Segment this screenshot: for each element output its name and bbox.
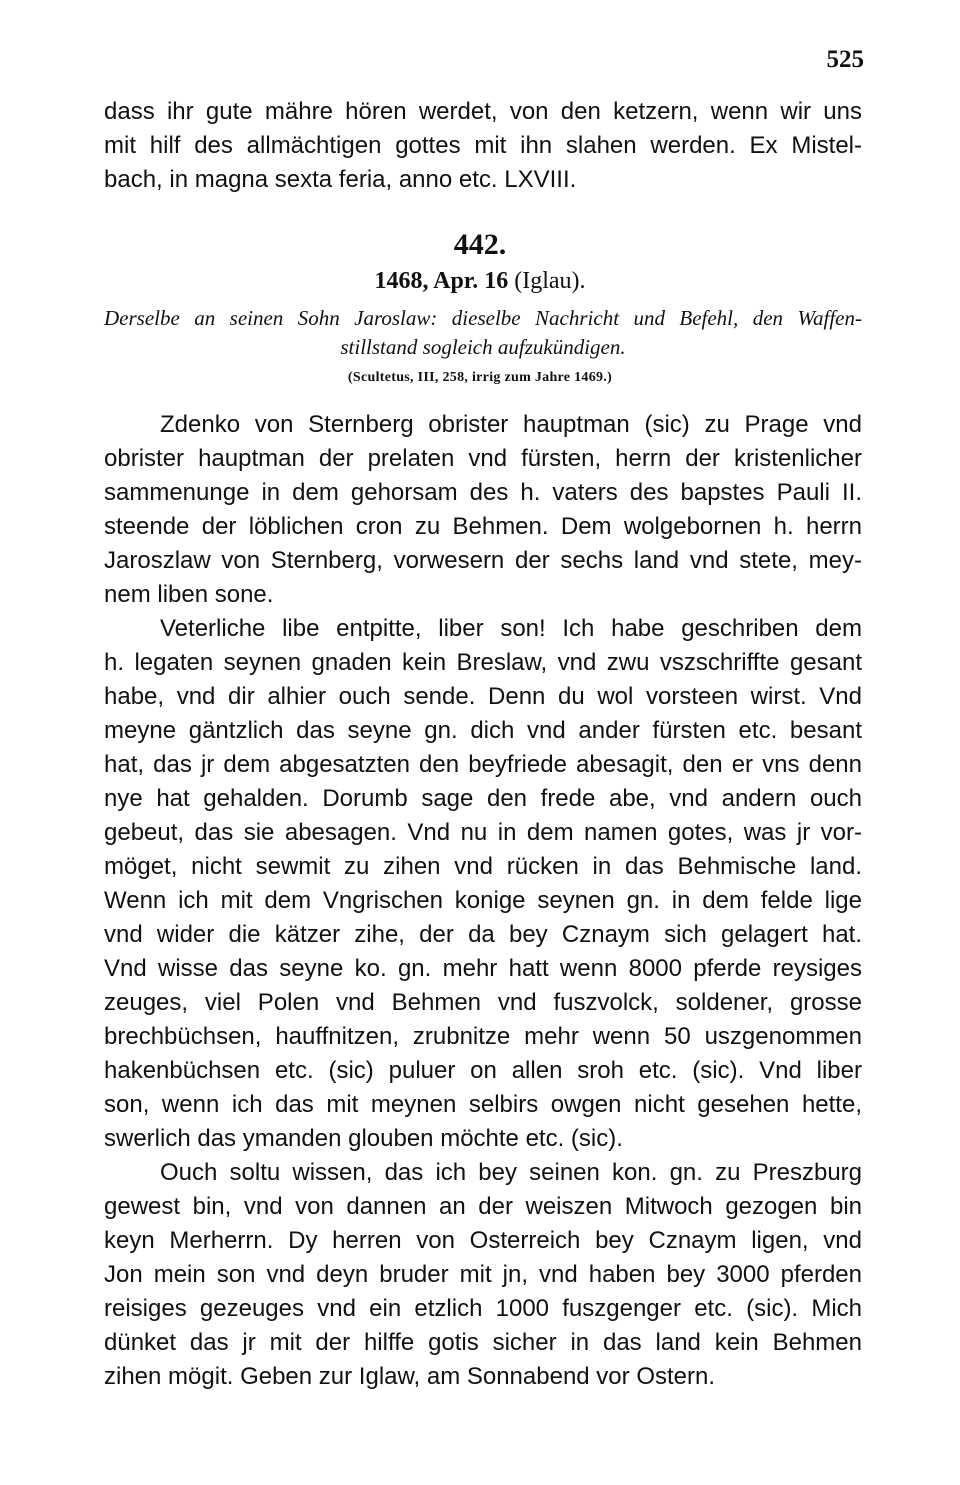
document-summary <box>104 304 862 362</box>
document-place: (Iglau). <box>514 268 586 294</box>
intro-paragraph <box>104 95 862 197</box>
text-line: h. legaten seynen gnaden kein Breslaw, vnd zwu vszschriffte gesant <box>104 649 862 676</box>
text-line: Wenn ich mit dem Vngrischen konige seynen gn. in dem felde lige <box>104 887 862 914</box>
document-date-value: 1468, Apr. 16 <box>374 268 509 294</box>
text-line: son, wenn ich das mit meynen selbirs owgen nicht gesehen hette, <box>104 1091 862 1118</box>
letter-body <box>104 408 862 1394</box>
text-line: nye hat gehalden. Dorumb sage den frede abe, vnd andern ouch <box>104 785 862 812</box>
text-line: dünket das jr mit der hilffe gotis sicher in das land kein Behmen <box>104 1329 862 1356</box>
text-line: Ouch soltu wissen, das ich bey seinen kon. gn. zu Preszburg <box>160 1159 862 1186</box>
text-line: mit hilf des allmächtigen gottes mit ihn slahen werden. Ex Mistel- <box>104 132 862 159</box>
summary-line: Derselbe an seinen Sohn Jaroslaw: dieselbe Nachricht und Befehl, den Waffen- <box>104 306 862 330</box>
text-line: Jaroszlaw von Sternberg, vorwesern der sechs land vnd stete, mey- <box>104 547 862 574</box>
text-line: swerlich das ymanden glouben möchte etc. (sic). <box>104 1125 623 1152</box>
source-reference: (Scultetus, III, 258, irrig zum Jahre 1469.) <box>347 370 613 385</box>
text-line: bach, in magna sexta feria, anno etc. LXVIII. <box>104 166 577 193</box>
text-line: vnd wider die kätzer zihe, der da bey Cznaym sich gelagert hat. <box>104 921 862 948</box>
text-line: zihen mögit. Geben zur Iglaw, am Sonnabend vor Ostern. <box>104 1363 716 1390</box>
text-line: keyn Merherrn. Dy herren von Osterreich bey Cznaym ligen, vnd <box>104 1227 862 1254</box>
text-line: Vnd wisse das seyne ko. gn. mehr hatt wenn 8000 pferde reysiges <box>104 955 862 982</box>
text-line: gewest bin, vnd von dannen an der weiszen Mitwoch gezogen bin <box>104 1193 862 1220</box>
text-line: dass ihr gute mähre hören werdet, von den ketzern, wenn wir uns <box>104 98 862 125</box>
text-line: möget, nicht sewmit zu zihen vnd rücken in das Behmische land. <box>104 853 862 880</box>
text-line: brechbüchsen, hauffnitzen, zrubnitze mehr wenn 50 uszgenommen <box>104 1023 862 1050</box>
text-line: obrister hauptman der prelaten vnd fürsten, herrn der kristenlicher <box>104 445 862 472</box>
text-line: Zdenko von Sternberg obrister hauptman (sic) zu Prage vnd <box>160 411 862 438</box>
text-line: zeuges, viel Polen vnd Behmen vnd fuszvolck, soldener, grosse <box>104 989 862 1016</box>
text-line: hat, das jr dem abgesatzten den beyfriede abesagit, den er vns denn <box>104 751 862 778</box>
text-line: sammenunge in dem gehorsam des h. vaters des bapstes Pauli II. <box>104 479 862 506</box>
text-line: reisiges gezeuges vnd ein etzlich 1000 fuszgenger etc. (sic). Mich <box>104 1295 862 1322</box>
text-line: meyne gäntzlich das seyne gn. dich vnd ander fürsten etc. besant <box>104 717 862 744</box>
text-line: habe, vnd dir alhier ouch sende. Denn du wol vorsteen wirst. Vnd <box>104 683 862 710</box>
text-line: Jon mein son vnd deyn bruder mit jn, vnd haben bey 3000 pferden <box>104 1261 862 1288</box>
document-number: 442. <box>453 228 507 261</box>
text-line: Veterliche libe entpitte, liber son! Ich habe geschriben dem <box>160 615 862 642</box>
document-date <box>0 268 960 295</box>
text-line: steende der löblichen cron zu Behmen. Dem wolgebornen h. herrn <box>104 513 862 540</box>
text-line: hakenbüchsen etc. (sic) puluer on allen sroh etc. (sic). Vnd liber <box>104 1057 862 1084</box>
text-line: gebeut, das sie abesagen. Vnd nu in dem namen gotes, was jr vor- <box>104 819 862 846</box>
page-number: 525 <box>826 46 864 73</box>
summary-line: stillstand sogleich aufzukündigen. <box>340 335 626 359</box>
text-line: nem liben sone. <box>104 581 274 608</box>
